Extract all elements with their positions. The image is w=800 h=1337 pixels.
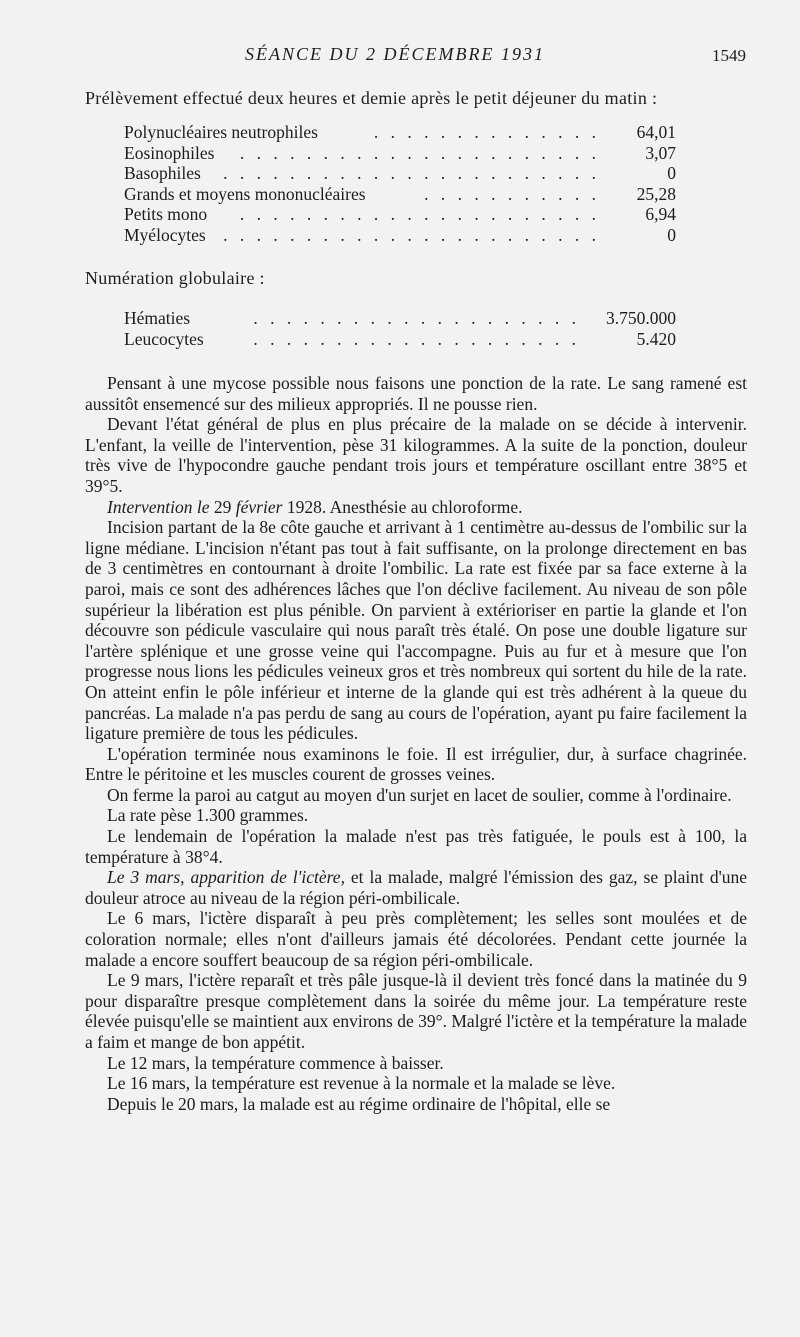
paragraph <box>85 497 747 518</box>
date-month: février <box>235 496 283 517</box>
row-value: 25,28 <box>636 183 676 204</box>
table-row <box>124 225 676 246</box>
paragraph: Depuis le 20 mars, la malade est au régime ordinaire de l'hôpital, elle se <box>107 1093 611 1114</box>
row-label: Petits mono <box>124 204 208 224</box>
leader-dots: . . . . . . . . . . . . . . . . . . . . . . . <box>223 224 600 245</box>
paragraph: Le 6 mars, l'ictère disparaît à peu près complètement; les selles sont moulées et de coloration normale; elles n'ont d'ailleurs jamais été décolorées. Pendant cette journée la malade a encore souffert beaucoup de sa région péri-ombilicale. <box>85 908 747 970</box>
row-label: Myélocytes <box>124 224 206 245</box>
row-label: Polynucléaires neutrophiles <box>124 122 318 142</box>
paragraph <box>85 867 747 908</box>
leader-dots: . . . . . . . . . . . <box>424 183 600 204</box>
date-number: 29 <box>213 496 232 517</box>
row-label: Eosinophiles <box>124 142 215 163</box>
row-label: Hématies <box>124 308 191 328</box>
page-header <box>0 38 800 68</box>
paragraph: Incision partant de la 8e côte gauche et arrivant à 1 centimètre au-dessus de l'ombilic sur la ligne médiane. L'incision n'étant pas tout à fait suffisante, on la prolonge directement en bas de 3 centimètres en contournant à droite l'ombilic. La rate est fixée par sa face externe à la paroi, mais ce sont des adhérences lâches que l'on déclive facilement. Au niveau de son pôle supérieur la libération est plus pénible. On parvient à extérioriser en partie la glande et l'on découvre son pédicule vasculaire qui nous paraît très étalé. On pose une double ligature sur l'artère splénique et une grosse veine qui l'accompagne. Puis au fur et à mesure que l'on progresse nous lions les pédicules veineux gros et très nombreux qui sortent du hile de la rate. On atteint enfin le pôle inférieur et interne de la glande qui est très adhérent à la queue du pancréas. La malade n'a pas perdu de sang au cours de l'opération, ayant pu faire facilement la ligature première de tous les pédicules. <box>85 517 747 744</box>
leader-dots: . . . . . . . . . . . . . . . . . . . . . . <box>239 204 600 224</box>
row-value: 64,01 <box>636 122 676 142</box>
paragraph: Le 16 mars, la température est revenue à la normale et la malade se lève. <box>107 1073 616 1094</box>
numeration-title: Numération globulaire : <box>85 268 265 288</box>
paragraph: Pensant à une mycose possible nous faisons une ponction de la rate. Le sang ramené est aussitôt ensemencé sur des milieux appropriés. Il ne pousse rien. <box>85 373 747 414</box>
leader-dots: . . . . . . . . . . . . . . . . . . . . <box>253 308 580 328</box>
table-row <box>124 184 676 205</box>
row-value: 5.420 <box>636 328 676 349</box>
table-row <box>124 204 676 225</box>
row-value: 6,94 <box>645 204 676 224</box>
blood-count-table <box>124 308 676 349</box>
table-row <box>124 122 676 143</box>
intro-line: Prélèvement effectué deux heures et demie après le petit déjeuner du matin : <box>85 88 658 108</box>
paragraph: Le lendemain de l'opération la malade n'est pas très fatiguée, le pouls est à 100, la température à 38°4. <box>85 826 747 867</box>
body-text <box>85 373 747 1114</box>
row-value: 3,07 <box>645 142 676 163</box>
table-row <box>124 329 676 350</box>
row-value: 0 <box>667 163 676 183</box>
paragraph: Le 12 mars, la température commence à baisser. <box>107 1052 444 1073</box>
paragraph: La rate pèse 1.300 grammes. <box>107 805 309 826</box>
table-row <box>124 308 676 329</box>
leader-dots: . . . . . . . . . . . . . . . . . . . . . . . <box>223 163 600 183</box>
paragraph-text: et la malade, malgré l'émission des gaz, se plaint d'une douleur atroce au niveau de la région péri-ombilicale. <box>85 867 748 908</box>
paragraph-text: 1928. Anesthésie au chloroforme. <box>286 496 523 517</box>
leader-dots: . . . . . . . . . . . . . . <box>373 122 600 142</box>
italic-heading: Intervention le <box>107 496 210 517</box>
paragraph: Devant l'état général de plus en plus précaire de la malade on se décide à intervenir. L'enfant, la veille de l'intervention, pèse 31 kilogrammes. A la suite de la ponction, douleur très vive de l'hypocondre gauche pendant trois jours et température oscillant entre 38°5 et 39°5. <box>85 414 747 496</box>
row-label: Basophiles <box>124 163 201 183</box>
leukocyte-formula-table <box>124 122 676 245</box>
row-value: 3.750.000 <box>606 308 676 328</box>
table-row <box>124 143 676 164</box>
paragraph: L'opération terminée nous examinons le foie. Il est irrégulier, dur, à surface chagrinée. Entre le péritoine et les muscles courent de grosses veines. <box>85 743 747 785</box>
paragraph: Le 9 mars, l'ictère reparaît et très pâle jusque-là il devient très foncé dans la matinée du 9 pour disparaître presque complètement dans la soirée du même jour. La température reste élevée puisqu'elle se maintient aux environs de 39°. Malgré l'ictère et la température la malade a faim et mange de bon appétit. <box>85 970 747 1052</box>
row-value: 0 <box>667 224 676 245</box>
row-label: Leucocytes <box>124 328 204 349</box>
table-row <box>124 163 676 184</box>
leader-dots: . . . . . . . . . . . . . . . . . . . . . . <box>239 142 600 163</box>
page-number: 1549 <box>712 46 746 65</box>
italic-phrase: Le 3 mars, apparition de l'ictère, <box>107 867 345 888</box>
row-label: Grands et moyens mononucléaires <box>124 183 366 204</box>
running-title: SÉANCE DU 2 DÉCEMBRE 1931 <box>245 44 545 64</box>
paragraph: On ferme la paroi au catgut au moyen d'un surjet en lacet de soulier, comme à l'ordinaire. <box>107 784 732 805</box>
leader-dots: . . . . . . . . . . . . . . . . . . . . <box>253 328 580 349</box>
